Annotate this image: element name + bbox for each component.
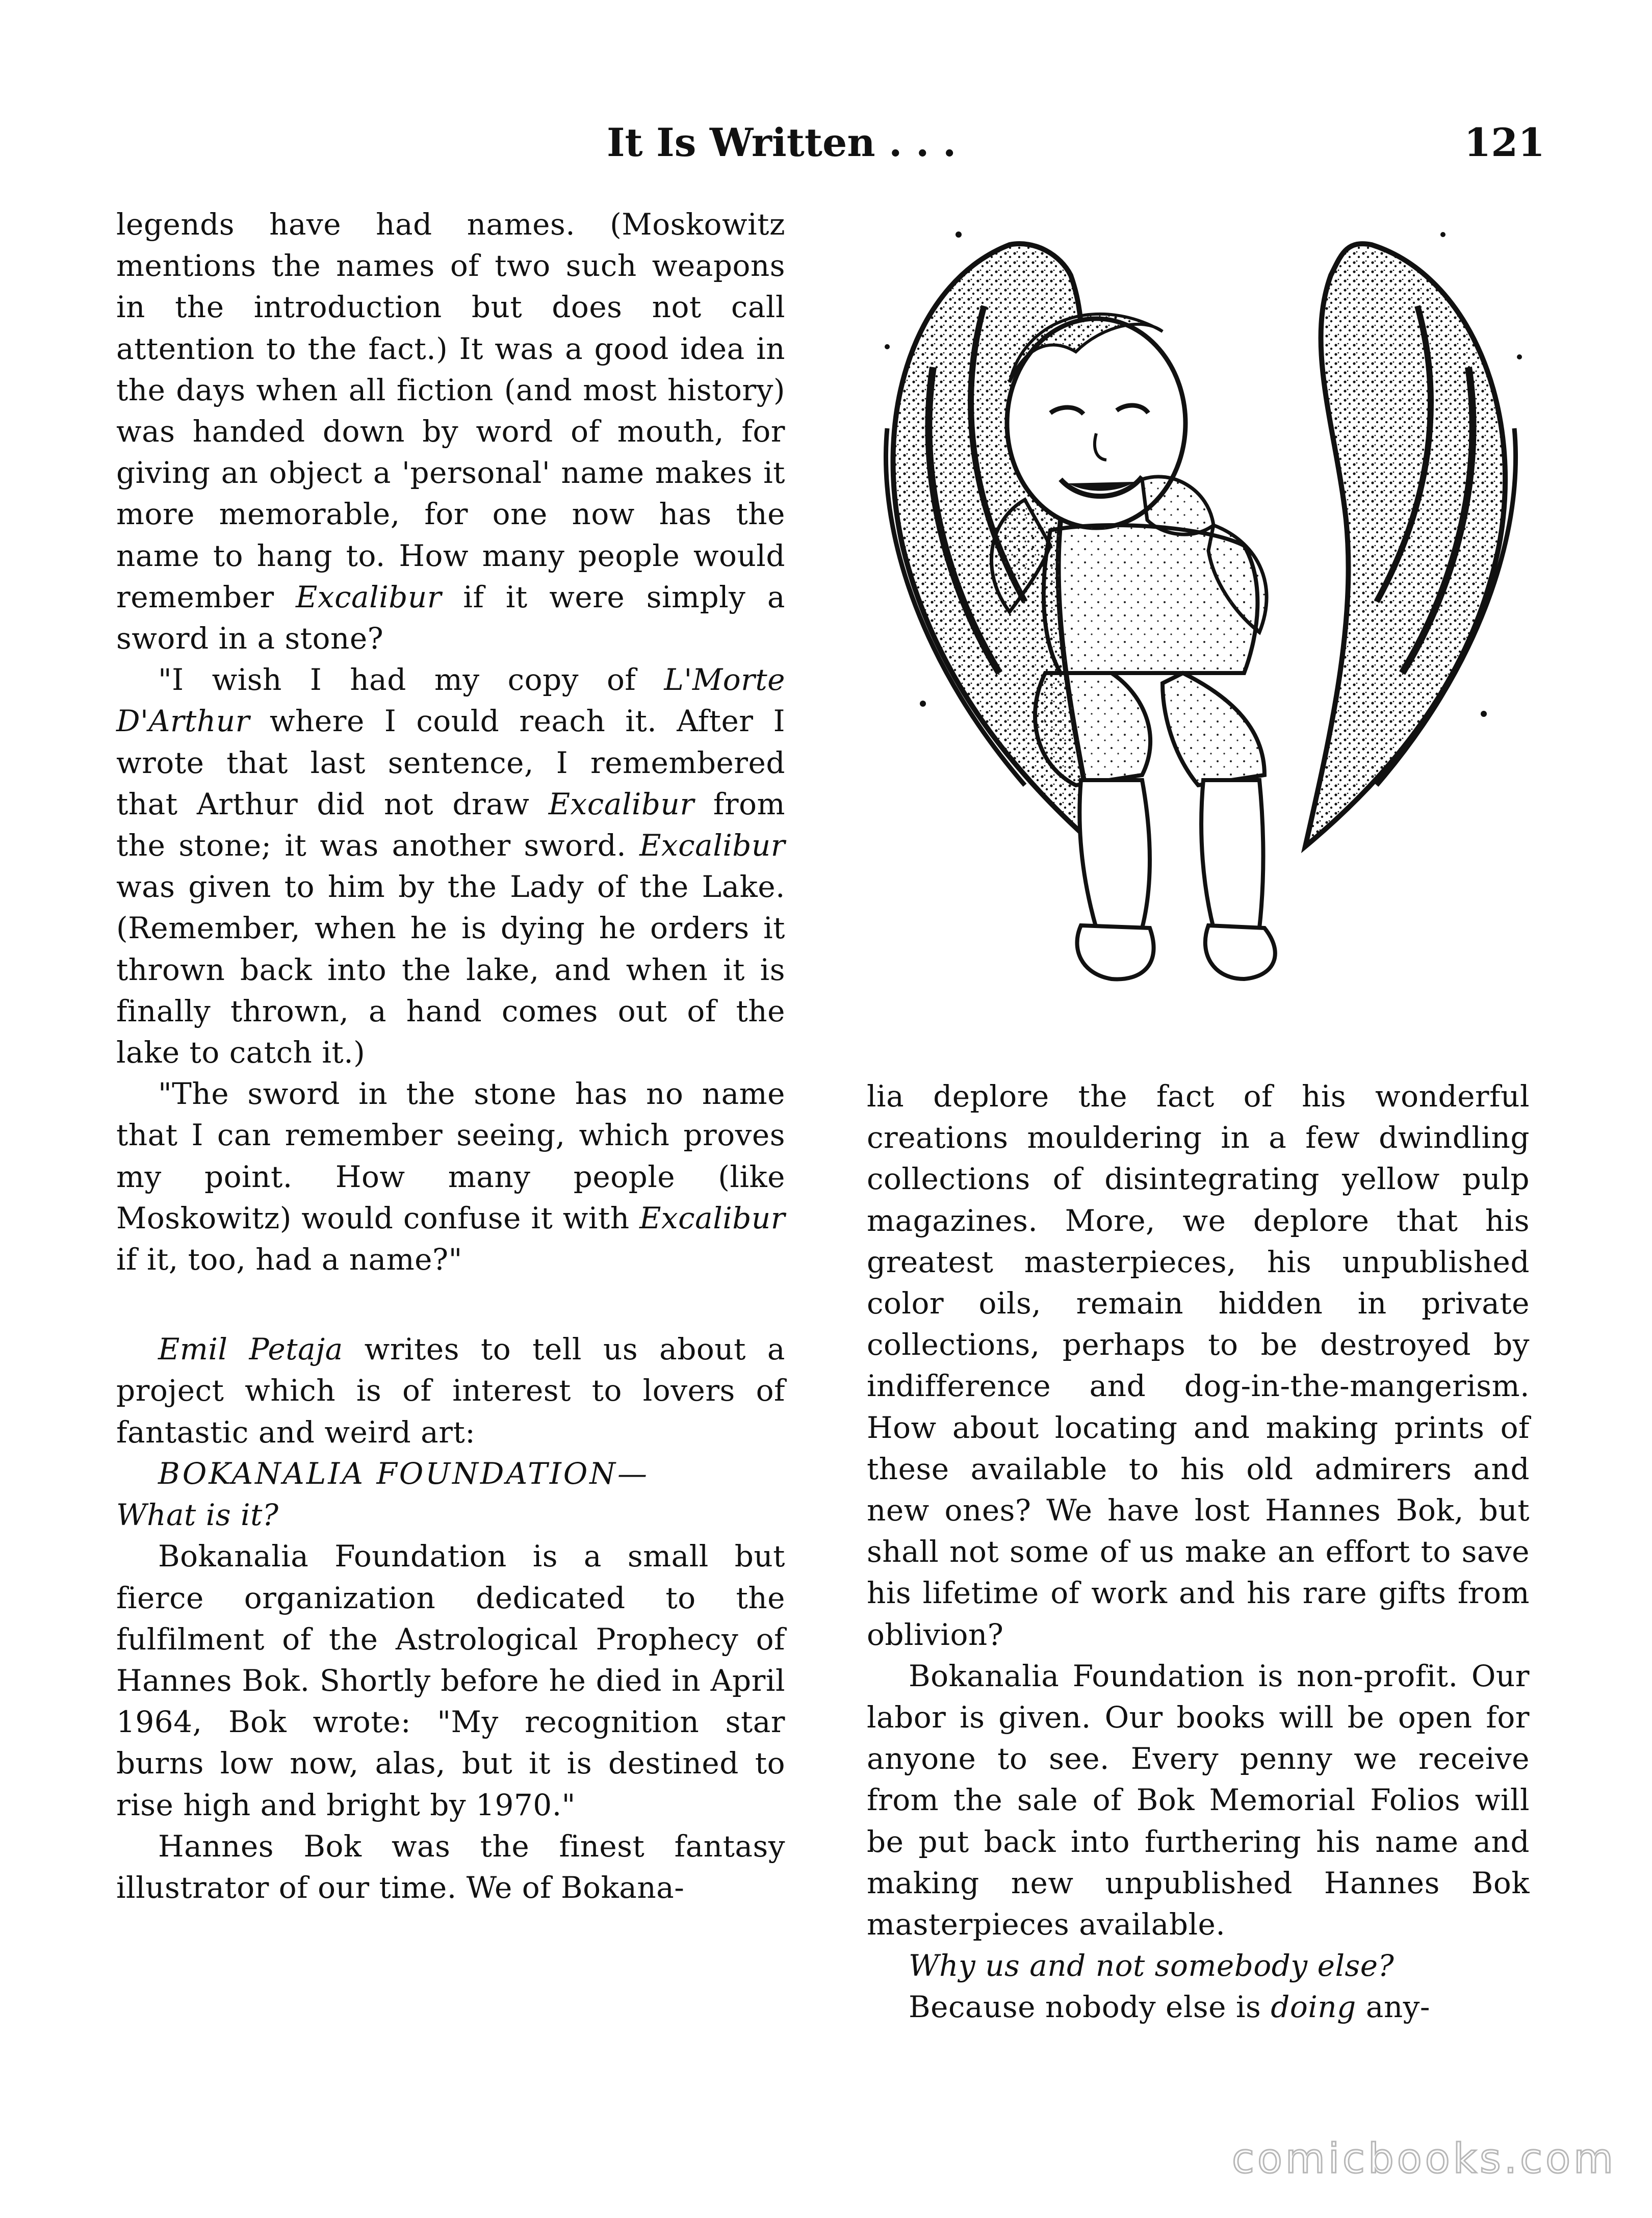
right-wing	[1305, 244, 1516, 846]
winged-cherub-illustration	[857, 214, 1545, 1010]
text-run: "The sword in the stone has no name that I can remember seeing, which proves my point. How many people (like Moskowitz) would confuse it with	[116, 1076, 785, 1235]
page-number: 121	[1464, 120, 1545, 165]
left-column	[116, 204, 785, 1908]
text-run-italic: Why us and not somebody else?	[909, 1948, 1395, 1983]
text-run: legends have had names. (Moskowitz mentions the names of two such weapons in the introduction but does not call attention to the fact.) It was a good idea in the days when all fiction (and most history) was handed down by word of mouth, for giving an object a 'personal' name makes it more memorable, for one now has the name to hang to. How many people would remember	[116, 207, 785, 614]
text-run: if it, too, had a name?"	[116, 1242, 462, 1277]
paragraph	[116, 204, 785, 659]
paragraph: Bokanalia Foundation is a small but fierce organization dedicated to the fulfilment of the Astrological Prophecy of Hannes Bok. Shortly before he died in April 1964, Bok wrote: "My recognition star burns low now, alas, but it is destined to rise high and bright by 1970."	[116, 1539, 785, 1822]
text-run: any-	[1356, 1990, 1431, 2025]
page-header	[0, 120, 1652, 176]
section-heading	[116, 1453, 785, 1494]
text-run-italic: doing	[1271, 1990, 1356, 2025]
author-name: Emil Petaja	[158, 1332, 343, 1367]
paragraph: lia deplore the fact of his wonderful creations mouldering in a few dwindling collections of disintegrating yellow pulp magazines. More, we deplore that his greatest masterpieces, his unpublished color oils, remain hidden in private collections, perhaps to be destroyed by indifference and dog-in-the-mangerism. How about locating and making prints of these available to his old admirers and new ones? We have lost Hannes Bok, but shall not some of us make an effort to save his lifetime of work and his rare gifts from oblivion?	[867, 1079, 1530, 1652]
text-run: writes to tell us about a project which is of interest to lovers of fantastic and weird art:	[116, 1332, 785, 1450]
paragraph	[867, 1945, 1530, 1987]
paragraph	[116, 1073, 785, 1280]
text-run: Because nobody else is	[909, 1990, 1271, 2025]
section-subheading-text: What is it?	[116, 1498, 279, 1533]
text-run-italic: L'Morte D'Arthur	[116, 662, 785, 739]
section-gap	[116, 1280, 785, 1329]
text-run: was given to him by the Lady of the Lake. (Remember, when he is dying he orders it thrown back into the lake, and when it is finally thrown, a hand comes out of the lake to catch it.)	[116, 869, 785, 1070]
text-run: "I wish I had my copy of	[158, 662, 664, 698]
text-run: where I could reach it. After I wrote that last sentence, I remembered that Arthur did not draw	[116, 704, 785, 821]
text-run-italic: Excalibur	[639, 1200, 785, 1235]
cherub-torso	[1044, 525, 1258, 673]
text-run-italic: Excalibur	[548, 786, 694, 821]
watermark-logo: comicbooks.com	[1231, 2135, 1616, 2182]
right-column	[867, 1076, 1530, 2028]
text-run-italic: Excalibur	[296, 579, 442, 614]
paragraph	[116, 1329, 785, 1453]
paragraph: Hannes Bok was the finest fantasy illustrator of our time. We of Bokana-	[116, 1828, 785, 1905]
paragraph	[867, 1987, 1530, 2028]
section-subheading	[116, 1494, 785, 1536]
cherub-feet	[1077, 925, 1275, 979]
text-run: if it were simply a sword in a stone?	[116, 579, 785, 656]
running-title: It Is Written . . .	[607, 120, 957, 165]
section-heading-text: BOKANALIA FOUNDATION—	[158, 1456, 650, 1491]
text-run: from the stone; it was another sword.	[116, 786, 785, 863]
paragraph: Bokanalia Foundation is non-profit. Our labor is given. Our books will be open for anyone to see. Every penny we receive from the sale of Bok Memorial Folios will be put back into furthering his name and making new unpublished Hannes Bok masterpieces available.	[867, 1658, 1530, 1942]
text-run-italic: Excalibur	[639, 828, 785, 863]
paragraph	[116, 659, 785, 1073]
